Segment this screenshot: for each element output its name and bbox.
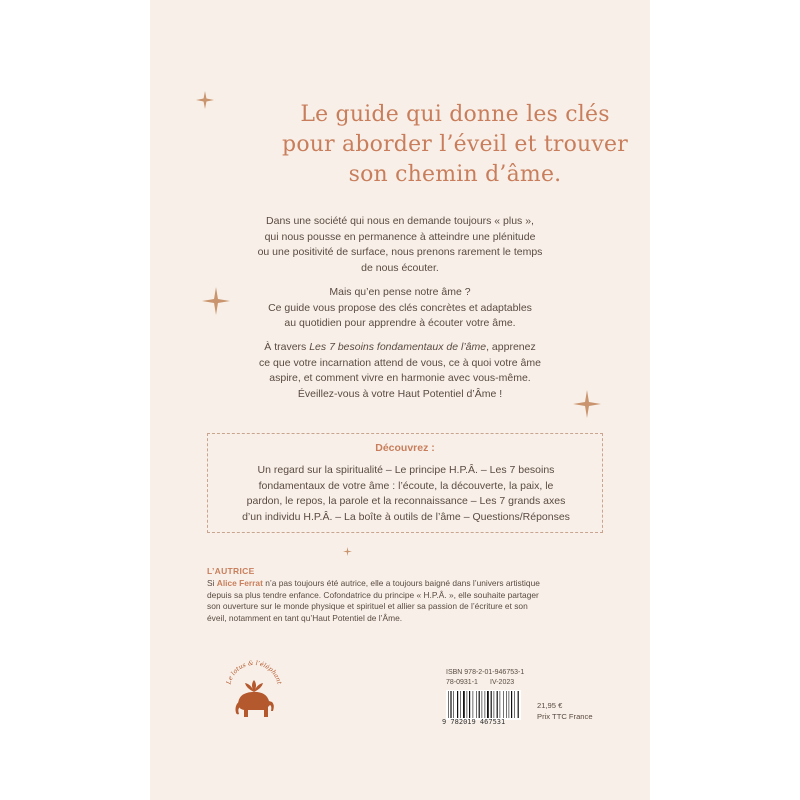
text-line: Éveillez-vous à votre Haut Potentiel d’Âme ! — [297, 387, 503, 400]
book-title: Les 7 besoins fondamentaux de l’âme — [309, 341, 487, 353]
back-cover — [150, 0, 650, 800]
price-amount: 21,95 € — [537, 701, 563, 710]
text-line: Dans une société qui nous en demande toujours « plus », — [266, 215, 534, 227]
barcode-bar — [450, 691, 451, 718]
text-line: d’un individu H.P.Â. – La boîte à outils de l’âme – Questions/Réponses — [242, 510, 570, 523]
price-block — [537, 700, 593, 722]
intro-paragraph — [170, 340, 630, 402]
text-line: Mais qu’en pense notre âme ? — [329, 286, 471, 298]
text-line: son ouverture sur le monde physique et spirituel et allier sa passion de l’écriture et son — [207, 601, 528, 612]
barcode-bar — [448, 691, 449, 718]
author-name: Alice Ferrat — [216, 578, 263, 588]
isbn-code-right: IV-2023 — [490, 679, 515, 686]
isbn-number: ISBN 978-2-01-946753-1 — [446, 669, 525, 676]
barcode-bar — [469, 691, 470, 718]
headline-line: pour aborder l’éveil et trouver — [282, 132, 628, 157]
barcode-bar — [463, 691, 465, 718]
barcode-bar — [453, 691, 454, 718]
barcode-bar — [482, 691, 483, 718]
barcode-bar — [473, 691, 474, 718]
text-line: Un regard sur la spiritualité – Le principe H.P.Â. – Les 7 besoins — [257, 464, 555, 476]
barcode-bar — [503, 691, 504, 718]
text-line: depuis sa plus tendre enfance. Cofondatrice du principe « H.P.Â. », elle souhaite partager — [207, 589, 539, 600]
barcode-bar — [518, 691, 519, 718]
barcode-bar — [485, 691, 486, 718]
intro-paragraph — [170, 285, 630, 332]
star-icon — [343, 547, 352, 556]
intro-paragraph — [170, 214, 630, 276]
text-line: Si Alice Ferrat n’a pas toujours été autrice, elle a toujours baigné dans l’univers artistique — [207, 578, 540, 588]
discover-text — [218, 463, 594, 525]
text-line: éveil, notamment en tant qu’Haut Potentiel de l’Âme. — [207, 612, 403, 623]
barcode-bar — [491, 691, 492, 718]
barcode-bar — [497, 691, 498, 718]
barcode-bar — [467, 691, 468, 718]
barcode-bar — [457, 691, 458, 718]
text-line: fondamentaux de votre âme : l’écoute, la découverte, la paix, le — [258, 479, 554, 492]
barcode-bar — [494, 691, 495, 718]
logo-text: Le lotus & l’éléphant — [225, 659, 283, 686]
barcode-bar — [500, 691, 501, 718]
isbn-block — [446, 668, 524, 688]
barcode-bar — [506, 691, 507, 718]
discover-title: Découvrez : — [375, 442, 435, 454]
text-line: aspire, et comment vivre en harmonie avec vous-même. — [269, 372, 531, 384]
barcode — [446, 690, 521, 720]
text-line: À travers Les 7 besoins fondamentaux de l’âme, apprenez — [264, 341, 536, 353]
publisher-logo — [220, 655, 288, 727]
text-line: de nous écouter. — [361, 261, 439, 274]
barcode-bar — [514, 691, 515, 718]
text-line: Ce guide vous propose des clés concrètes et adaptables — [268, 301, 532, 314]
text-line: ce que votre incarnation attend de vous, ce à quoi votre âme — [259, 356, 541, 369]
text-line: au quotidien pour apprendre à écouter votre âme. — [284, 317, 516, 329]
barcode-bar — [511, 691, 512, 718]
barcode-bar — [487, 691, 489, 718]
barcode-bar — [476, 691, 477, 718]
barcode-digits: 9 782019 467531 — [442, 718, 506, 726]
author-heading: L’AUTRICE — [207, 566, 255, 576]
text-line: ou une positivité de surface, nous prenons rarement le temps — [257, 246, 543, 258]
isbn-code-left: 78-0931-1 — [446, 679, 478, 686]
text-line: qui nous pousse en permanence à atteindre une plénitude — [264, 230, 536, 243]
barcode-bar — [509, 691, 510, 718]
barcode-bar — [460, 691, 461, 718]
headline-line: Le guide qui donne les clés — [300, 102, 610, 127]
headline — [150, 100, 650, 190]
discover-box — [207, 433, 603, 533]
text-line: pardon, le repos, la parole et la reconnaissance – Les 7 grands axes — [246, 495, 566, 507]
price-label: Prix TTC France — [537, 712, 593, 721]
isbn-codes — [446, 678, 524, 688]
author-bio — [207, 578, 607, 624]
headline-line: son chemin d’âme. — [348, 162, 562, 187]
barcode-bar — [479, 691, 480, 718]
